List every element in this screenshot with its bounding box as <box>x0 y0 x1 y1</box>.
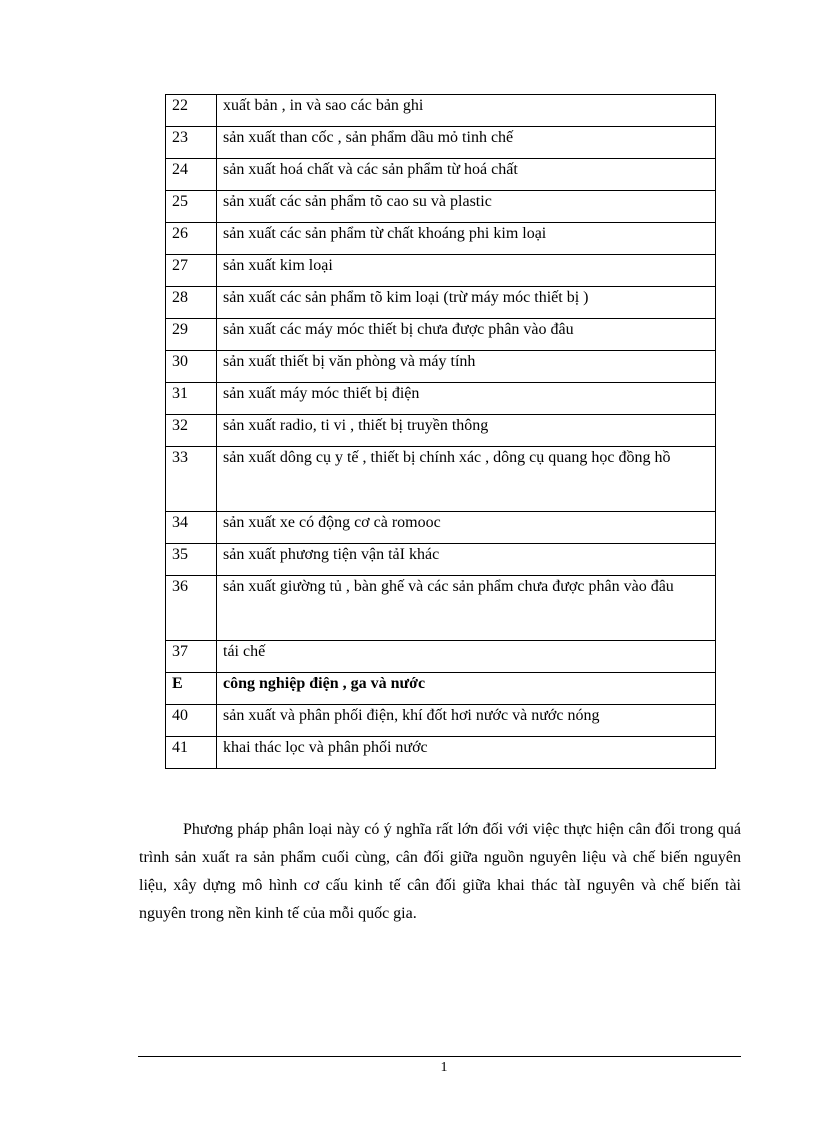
industry-code: 33 <box>166 447 217 512</box>
table-row <box>166 705 716 737</box>
industry-description-text: sản xuất giường tủ , bàn ghế và các sản phẩm chưa được phân vào đâu <box>223 578 674 595</box>
industry-code: 27 <box>166 255 217 287</box>
industry-code: 34 <box>166 512 217 544</box>
table-row <box>166 576 716 641</box>
body-paragraph: Phương pháp phân loại này có ý nghĩa rất lớn đối với việc thực hiện cân đối trong quá trình sản xuất ra sản phẩm cuối cùng, cân đối giữa nguồn nguyên liệu và chế biến nguyên liệu, xây dựng mô hình cơ cấu kinh tế cân đối giữa khai thác tàI nguyên và chế biến tài nguyên trong nền kinh tế của mỗi quốc gia. <box>139 821 741 922</box>
industry-description: sản xuất radio, ti vi , thiết bị truyền thông <box>217 415 716 447</box>
industry-code: 22 <box>166 95 217 127</box>
footer-divider <box>138 1056 741 1057</box>
industry-code: 25 <box>166 191 217 223</box>
industry-code: 24 <box>166 159 217 191</box>
table-row <box>166 255 716 287</box>
page-number: 1 <box>440 1060 448 1075</box>
industry-description: sản xuất các sản phẩm từ chất khoáng phi kim loại <box>217 223 716 255</box>
industry-code: 35 <box>166 544 217 576</box>
table-section-row <box>166 673 716 705</box>
table-row <box>166 319 716 351</box>
table-row <box>166 641 716 673</box>
table-row <box>166 191 716 223</box>
industry-code: 32 <box>166 415 217 447</box>
industry-description: sản xuất thiết bị văn phòng và máy tính <box>217 351 716 383</box>
industry-description: sản xuất xe có động cơ cà romooc <box>217 512 716 544</box>
industry-description <box>217 447 716 512</box>
table-row <box>166 351 716 383</box>
table-row <box>166 127 716 159</box>
section-code: E <box>166 673 217 705</box>
industry-description: sản xuất máy móc thiết bị điện <box>217 383 716 415</box>
industry-description: sản xuất than cốc , sản phẩm dầu mỏ tinh chế <box>217 127 716 159</box>
industry-code: 30 <box>166 351 217 383</box>
industry-description: sản xuất các sản phẩm tõ cao su và plastic <box>217 191 716 223</box>
industry-code: 36 <box>166 576 217 641</box>
industry-description: sản xuất các máy móc thiết bị chưa được phân vào đâu <box>217 319 716 351</box>
industry-classification-table <box>165 94 716 769</box>
table-row <box>166 737 716 769</box>
industry-description <box>217 576 716 641</box>
industry-code: 26 <box>166 223 217 255</box>
table-row <box>166 95 716 127</box>
section-title: công nghiệp điện , ga và nước <box>217 673 716 705</box>
industry-code: 40 <box>166 705 217 737</box>
industry-code: 37 <box>166 641 217 673</box>
industry-code: 31 <box>166 383 217 415</box>
table-row <box>166 383 716 415</box>
table-row <box>166 447 716 512</box>
industry-code: 23 <box>166 127 217 159</box>
industry-description: sản xuất phương tiện vận tảI khác <box>217 544 716 576</box>
industry-code: 29 <box>166 319 217 351</box>
table-row <box>166 287 716 319</box>
industry-description: khai thác lọc và phân phối nước <box>217 737 716 769</box>
industry-description: sản xuất kim loại <box>217 255 716 287</box>
industry-description: sản xuất các sản phẩm tõ kim loại (trừ máy móc thiết bị ) <box>217 287 716 319</box>
table-row <box>166 223 716 255</box>
table-row <box>166 159 716 191</box>
industry-description: sản xuất và phân phối điện, khí đốt hơi nước và nước nóng <box>217 705 716 737</box>
industry-description-text: sản xuất dông cụ y tế , thiết bị chính xác , dông cụ quang học đồng hồ <box>223 449 671 466</box>
industry-description: sản xuất hoá chất và các sản phẩm từ hoá chất <box>217 159 716 191</box>
industry-description: tái chế <box>217 641 716 673</box>
industry-code: 41 <box>166 737 217 769</box>
industry-code: 28 <box>166 287 217 319</box>
table-row <box>166 512 716 544</box>
industry-description: xuất bản , in và sao các bản ghi <box>217 95 716 127</box>
